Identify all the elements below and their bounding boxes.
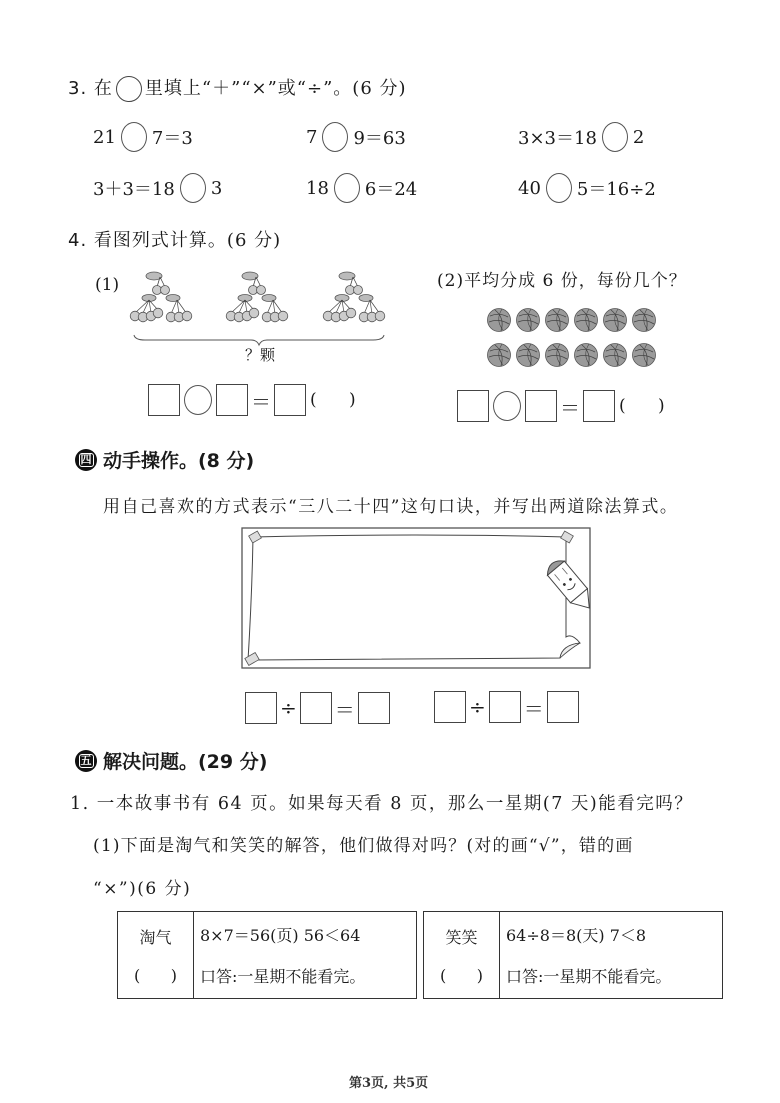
section-5-title: 解决问题。(29 分) [103, 751, 268, 773]
brace-label: ？颗 [245, 346, 276, 364]
eq-left: 3＋3＝18 [93, 179, 175, 200]
solution-equation: 8×7＝56(页) 56＜64 [200, 926, 361, 945]
answer-box[interactable] [216, 384, 248, 416]
section-4-instruction: 用自己喜欢的方式表示“三八二十四”这句口诀，并写出两道除法算式。 [103, 497, 679, 517]
student-name: 淘气 [139, 928, 172, 947]
section-5-heading [75, 747, 267, 774]
divide-sign: ÷ [469, 695, 486, 719]
answer-box[interactable] [547, 691, 579, 723]
q4-title-text: 看图列式计算。(6 分) [93, 230, 282, 251]
student-column [118, 912, 194, 998]
answer-circle[interactable] [334, 173, 360, 203]
operator-circle[interactable] [493, 391, 521, 421]
q3-title [68, 74, 407, 102]
equals-sign: ＝ [251, 389, 271, 414]
q3-equation-3 [518, 122, 644, 152]
problem-1-text: 1. 一本故事书有 64 页。如果每天看 8 页，那么一星期(7 天)能看完吗？ [70, 794, 694, 814]
student-name: 笑笑 [445, 928, 478, 947]
q3-number: 3. [68, 78, 88, 99]
q3-equation-6 [518, 173, 656, 203]
answer-circle[interactable] [546, 173, 572, 203]
page-number: 第3页, 共5页 [349, 1076, 429, 1091]
eq-left: 3×3＝18 [518, 128, 597, 149]
judgement-paren[interactable]: ( ) [134, 966, 177, 985]
section-4-heading [75, 446, 254, 473]
unit-paren[interactable]: ( ) [619, 396, 665, 416]
answer-box[interactable] [583, 390, 615, 422]
answer-circle[interactable] [180, 173, 206, 203]
solution-answer: 口答:一星期不能看完。 [506, 967, 672, 986]
division-equation-1 [245, 692, 390, 724]
unit-paren[interactable]: ( ) [310, 390, 356, 410]
answer-box[interactable] [274, 384, 306, 416]
section-4-title: 动手操作。(8 分) [103, 450, 255, 472]
eq-left: 18 [306, 177, 329, 199]
solution-answer: 口答:一星期不能看完。 [200, 967, 366, 986]
q3-equation-5 [306, 173, 417, 203]
q3-equation-1 [93, 122, 193, 152]
answer-box[interactable] [489, 691, 521, 723]
eq-left: 7 [306, 126, 318, 148]
cherry-clusters-illustration [125, 265, 395, 325]
answer-box[interactable] [525, 390, 557, 422]
problem-1-sub1-line2: “×”)(6 分) [93, 879, 192, 899]
solution-column [500, 912, 722, 998]
q4-title [68, 226, 281, 252]
q4-number: 4. [68, 230, 88, 251]
eq-left: 21 [93, 126, 116, 148]
answer-box[interactable] [457, 390, 489, 422]
eq-right: 3 [210, 177, 223, 199]
eq-left: 40 [518, 177, 541, 199]
section-number-badge [75, 750, 97, 772]
q3-equation-4 [93, 173, 222, 203]
equals-sign: ＝ [334, 697, 355, 722]
answer-card-xiaoxiao [423, 911, 723, 999]
answer-circle[interactable] [322, 122, 348, 152]
problem-1-sub1-line1: (1)下面是淘气和笑笑的解答，他们做得对吗？(对的画“√”，错的画 [93, 836, 634, 856]
operator-circle[interactable] [184, 385, 212, 415]
solution-equation: 64÷8＝8(天) 7＜8 [506, 926, 647, 945]
section-number-badge [75, 449, 97, 471]
answer-box[interactable] [434, 691, 466, 723]
judgement-paren[interactable]: ( ) [440, 966, 483, 985]
q4-part2-label: (2)平均分成 6 份，每份几个？ [437, 271, 687, 291]
pencil-mascot-icon [535, 555, 605, 615]
basketballs-illustration [487, 306, 667, 370]
q3-equation-2 [306, 122, 406, 152]
q3-title-post: 里填上“＋”“×”或“÷”。(6 分) [144, 78, 407, 99]
circle-icon [116, 76, 142, 102]
answer-circle[interactable] [121, 122, 147, 152]
eq-right: 6＝24 [364, 179, 418, 200]
badge-text: 四 [80, 452, 92, 466]
answer-circle[interactable] [602, 122, 628, 152]
q3-title-pre: 在 [93, 78, 113, 99]
answer-box[interactable] [148, 384, 180, 416]
q4-part1-label: (1) [95, 275, 120, 295]
equals-sign: ＝ [523, 696, 544, 721]
answer-box[interactable] [358, 692, 390, 724]
student-column [424, 912, 500, 998]
answer-box[interactable] [300, 692, 332, 724]
solution-column [194, 912, 416, 998]
badge-text: 五 [80, 753, 92, 767]
divide-sign: ÷ [280, 696, 297, 720]
answer-card-taoqi [117, 911, 417, 999]
q4-part2-answer-row [457, 390, 665, 422]
eq-right: 9＝63 [353, 128, 406, 149]
q4-part1-answer-row [148, 384, 356, 416]
equals-sign: ＝ [560, 395, 580, 420]
division-equation-2 [434, 691, 579, 723]
eq-right: 7＝3 [151, 128, 193, 149]
answer-box[interactable] [245, 692, 277, 724]
eq-right: 5＝16÷2 [576, 179, 656, 200]
eq-right: 2 [632, 126, 645, 148]
